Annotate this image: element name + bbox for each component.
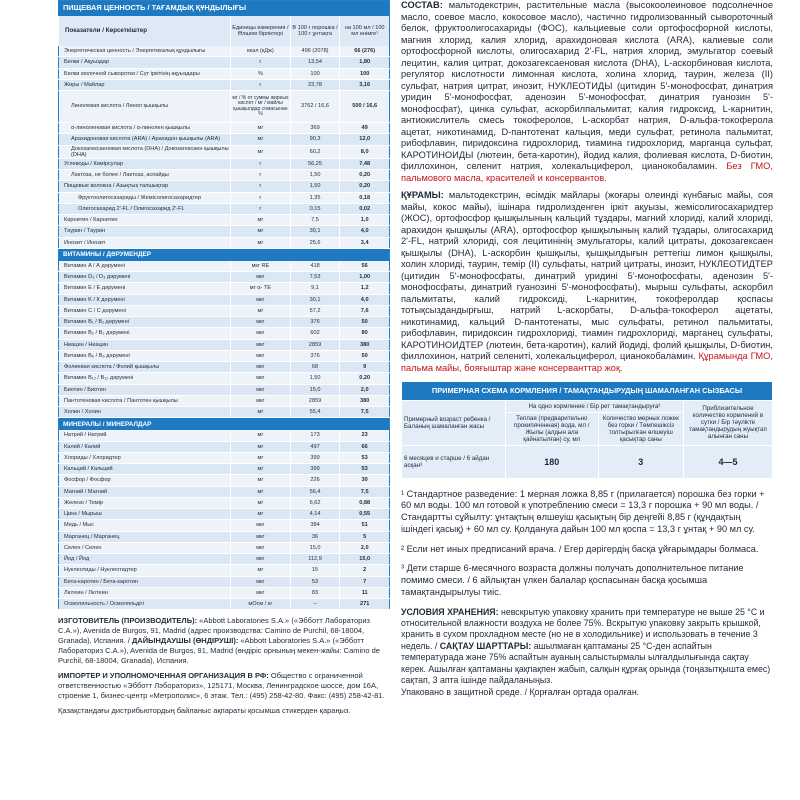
row-value-100ml: 271	[340, 599, 390, 610]
row-value-100ml: 2	[340, 565, 390, 576]
row-unit: г	[231, 170, 291, 181]
maker-label: ИЗГОТОВИТЕЛЬ (ПРОИЗВОДИТЕЛЬ):	[58, 616, 198, 626]
row-name: Пантотеновая кислота / Пантотен қышқылы	[59, 395, 231, 406]
table-row	[59, 272, 390, 283]
storage-last: Упаковано в защитной среде. / Қорғалған ортада оралған.	[401, 686, 640, 697]
row-unit: мкг	[231, 554, 291, 565]
row-value-100ml: 3,4	[340, 237, 390, 248]
table-row	[59, 384, 390, 395]
storage-kz-label: САҚТАУ ШАРТТАРЫ:	[439, 640, 532, 651]
row-unit: мг	[231, 497, 291, 508]
row-value-100ml: 0,55	[340, 509, 390, 520]
row-unit: мкг	[231, 294, 291, 305]
row-value-100ml: 23	[340, 430, 390, 441]
table-row	[59, 576, 390, 587]
table-row	[59, 350, 390, 361]
row-unit: мкг	[231, 328, 291, 339]
row-name: Витамин B₂ / B₂ дәрумені	[59, 328, 231, 339]
row-value-100ml: 7,48	[340, 158, 390, 169]
row-value-100g: 112,9	[290, 554, 340, 565]
row-unit: мг	[231, 305, 291, 316]
feeding-age: 6 месяцев и старше / 6 айдан асқан³	[402, 445, 506, 478]
right-column	[401, 0, 773, 800]
row-unit: мкг	[231, 395, 291, 406]
storage-block	[401, 607, 773, 698]
table-row	[59, 542, 390, 553]
table-row	[59, 475, 390, 486]
table-row	[59, 181, 390, 192]
row-value-100g: 497	[290, 441, 340, 452]
table-row	[59, 441, 390, 452]
row-value-100g: 3762 / 16,6	[290, 91, 340, 123]
row-name: Витамин K / К дәрумені	[59, 294, 231, 305]
row-name: Йод / Йод	[59, 554, 231, 565]
row-unit: мг	[231, 237, 291, 248]
storage-kz-text: ашылмаған қаптаманы 25 °С-ден аспайтын температурада және 75% аспайтын ауаның салыстырмалы ылғалдылығында сақтау керек. Ашылған қаптаманы қақпақпен жабып, салқын құрғақ орында (тоңазытқышта емес) сақтап, 3 апта ішінде пайдаланыңыз.	[401, 640, 771, 686]
row-value-100g: 226	[290, 475, 340, 486]
feeding-scoops: 3	[598, 445, 683, 478]
row-value-100g: 376	[290, 350, 340, 361]
row-value-100g: 15,0	[290, 542, 340, 553]
row-unit: мг	[231, 134, 291, 145]
row-unit: г	[231, 203, 291, 214]
row-name: Ниацин / Ниацин	[59, 339, 231, 350]
row-value-100ml: 0,02	[340, 203, 390, 214]
row-name: Фолиевая кислота / Фолий қышқылы	[59, 362, 231, 373]
maker-kz-label: ДАЙЫНДАУШЫ (ӨНДІРУШІ):	[131, 636, 239, 646]
row-value-100ml: 100	[340, 68, 390, 79]
row-name: Докозагексаеновая кислота (DHA) / Докозагексаен қышқылы (DHA)	[59, 145, 231, 158]
table-row	[59, 79, 390, 90]
row-name: Фосфор / Фосфор	[59, 475, 231, 486]
row-value-100g: 399	[290, 452, 340, 463]
row-name: Бета-каротин / Бета-каротин	[59, 576, 231, 587]
row-name: Магний / Магний	[59, 486, 231, 497]
row-name: Витамин B₁ / B₁ дәрумені	[59, 317, 231, 328]
composition-ru-text: мальтодекстрин, растительные масла (высокоолеиновое подсолнечное масло, соевое масло, кокосовое масло), частично гидролизованный сывороточный белок, фруктоолигосахариды (ФОС), кальциевые соли ортофосфорной кислоты, магния хлорид, калия хлорид, арахидоновая кислота (ARA), калиевые соли ортофосфорной кислоты, олигосахарид 2'-FL, натрия хлорид, эмульгатор соевый лецитин, калия цитрат, докозагексаеновая кислота (DHA), L-аскорбиновая кислота, регулятор кислотности лимонная кислота, холина хлорид, таурин, железа (II) сульфат, натрия цитрат, инозит, НУКЛЕОТИДЫ (цитидин 5'-монофосфат, динатрия уридин 5'-монофосфат, аденозин 5'-монофосфат, динатрия гуанозин 5'-монофосфат), цинка сульфат, аскорбилпальмитат, калия гидроксид, L-карнитин, антиокислитель смесь токоферолов, L-аскорбат натрия, D-альфа-токоферола ацетат, никотинамид, D-пантотенат кальция, меди сульфат, ретинола пальмитат, рибофлавин, пиридоксина гидрохлорид, тиамина гидрохлорид, марганца сульфат, КАРОТИНОИДЫ (лютеин, бета-каротин), йодид калия, фолиевая кислота, D-биотин, филлохинон, селенит натрия, холекальциферол, цианокобаламин.	[401, 0, 773, 172]
row-name: Марганец / Марганец	[59, 531, 231, 542]
manufacturer-block	[58, 616, 390, 716]
row-value-100g: 399	[290, 464, 340, 475]
table-row	[59, 305, 390, 316]
table-row	[59, 68, 390, 79]
table-row	[59, 362, 390, 373]
row-name: Олигосахарид 2'-FL / Олигосахарид 2'-FL	[59, 203, 231, 214]
row-value-100ml: 4,0	[340, 226, 390, 237]
row-value-100g: 7,5	[290, 215, 340, 226]
header-per100ml: на 100 мл / 100 мл өнімге¹	[340, 16, 390, 46]
row-value-100ml: 1,00	[340, 272, 390, 283]
row-value-100ml: 0,20	[340, 373, 390, 384]
row-value-100ml: 15,0	[340, 554, 390, 565]
header-per100g: В 100 г порошка / 100 г ұнтақта	[290, 16, 340, 46]
row-unit: мкг	[231, 317, 291, 328]
maker-text: «Abbott Laboratories S.A.» («Эбботт Лабораториз С.А.»), Avenida de Burgos, 91, Madrid (адрес производства: Camino de Purchil, 68-18004, Granada), Испания. /	[58, 616, 370, 646]
row-value-100g: 1,50	[290, 181, 340, 192]
row-value-100g: 36	[290, 531, 340, 542]
table-row	[59, 599, 390, 610]
row-name: Цинк / Мырыш	[59, 509, 231, 520]
table-row	[59, 373, 390, 384]
table-row	[59, 531, 390, 542]
table-row	[59, 464, 390, 475]
row-value-100ml: 30	[340, 475, 390, 486]
table-row	[59, 395, 390, 406]
row-value-100ml: 7	[340, 576, 390, 587]
row-value-100g: 1,50	[290, 170, 340, 181]
importer-text: Общество с ограниченной ответственностью «Эбботт Лэбораториз», 125171, Москва, Ленинградское шоссе, дом 16А, строение 1, бизнес-центр «Метрополис», 6 этаж. Тел.: (495) 258-42-80. Факс: (495) 258-42-81.	[58, 671, 385, 701]
table-row	[59, 339, 390, 350]
row-name: Жиры / Майлар	[59, 79, 231, 90]
row-unit: мг α- TE	[231, 283, 291, 294]
row-value-100g: 13,54	[290, 57, 340, 68]
row-unit: г	[231, 192, 291, 203]
row-name: Лактоза, не более / Лактоза, аспайды	[59, 170, 231, 181]
row-name: Нуклеотиды / Нуклеотидтер	[59, 565, 231, 576]
row-unit: г	[231, 158, 291, 169]
row-value-100ml: 0,20	[340, 181, 390, 192]
row-value-100g: 2859	[290, 339, 340, 350]
row-value-100ml: 500 / 16,6	[340, 91, 390, 123]
table-row	[59, 509, 390, 520]
row-value-100ml: 7,6	[340, 305, 390, 316]
row-name: Белки молочной сыворотки / Сүт іркітінің ақуыздары	[59, 68, 231, 79]
row-name: Селен / Селен	[59, 542, 231, 553]
row-value-100ml: 1,80	[340, 57, 390, 68]
row-value-100g: 68	[290, 362, 340, 373]
table-row	[59, 407, 390, 418]
row-unit: мг	[231, 509, 291, 520]
nutrition-table	[58, 0, 390, 610]
row-value-100g: 83	[290, 587, 340, 598]
row-value-100ml: 380	[340, 395, 390, 406]
feeding-water: 180	[505, 445, 598, 478]
minerals-section-title: МИНЕРАЛЫ / МИНЕРАЛДАР	[59, 418, 390, 431]
row-value-100g: 0,15	[290, 203, 340, 214]
row-value-100g: 90,3	[290, 134, 340, 145]
nutrition-title: ПИЩЕВАЯ ЦЕННОСТЬ / ТАҒАМДЫҚ ҚҰНДЫЛЫҒЫ	[59, 1, 390, 17]
row-unit: мг	[231, 475, 291, 486]
row-value-100ml: 66	[340, 441, 390, 452]
row-value-100g: 173	[290, 430, 340, 441]
row-name: Натрий / Натрий	[59, 430, 231, 441]
row-name: Витамин B₁₂ / B₁₂ дәрумені	[59, 373, 231, 384]
row-name: Медь / Мыс	[59, 520, 231, 531]
feeding-perday-header: Приблизительное количество кормлений в сутки / Бір тәулікте тамақтандырудың жуықтап алынған саны	[683, 400, 772, 445]
row-value-100ml: 2,0	[340, 384, 390, 395]
row-name: Хлориды / Хлоридтер	[59, 452, 231, 463]
row-unit: мг / % от суммы жирных кислот / мг / майлы қышқылдар сомасынан %	[231, 91, 291, 123]
row-value-100g: 56,4	[290, 486, 340, 497]
row-unit: мг	[231, 407, 291, 418]
feeding-water-header: Теплая (предварительно прокипяченная) вода, мл / Жылы (алдын ала қайнатылған) су, мл	[505, 412, 598, 445]
row-name: Инозит / Инозит	[59, 237, 231, 248]
maker-kz-text: «Abbott Laboratories S.A.» («Эбботт Лабораториз С.А.»), Avenida de Burgos, 91, Madrid (өндіріс орнының мекен-жайы: Camino de Purchil, 68-18004, Granada), Испания.	[58, 636, 380, 666]
table-row	[59, 520, 390, 531]
row-value-100ml: 1,0	[340, 215, 390, 226]
row-name: Биотин / Биотин	[59, 384, 231, 395]
row-value-100g: 418	[290, 261, 340, 272]
row-value-100g: 6,62	[290, 497, 340, 508]
row-value-100ml: 66 (276)	[340, 46, 390, 57]
row-unit: мг	[231, 226, 291, 237]
row-unit: мг	[231, 441, 291, 452]
header-name: Показатели / Көрсеткіштер	[59, 16, 231, 46]
row-value-100g: 60,2	[290, 145, 340, 158]
row-value-100g: 496 (2078)	[290, 46, 340, 57]
row-unit: мкг RE	[231, 261, 291, 272]
composition-block	[401, 0, 773, 375]
row-value-100g: 56,25	[290, 158, 340, 169]
row-name: Витамин B₆ / B₆ дәрумені	[59, 350, 231, 361]
row-value-100ml: 11	[340, 587, 390, 598]
row-value-100g: 30,1	[290, 294, 340, 305]
header-unit: Единицы измерения / Өлшем бірліктері	[231, 16, 291, 46]
row-unit: мкг	[231, 520, 291, 531]
row-name: Таурин / Таурин	[59, 226, 231, 237]
table-row	[59, 317, 390, 328]
row-unit: мкг	[231, 576, 291, 587]
row-name: Витамин C / С дәрумені	[59, 305, 231, 316]
row-value-100g: 4,14	[290, 509, 340, 520]
footnotes	[401, 489, 773, 599]
row-value-100ml: 0,18	[340, 192, 390, 203]
table-row	[59, 215, 390, 226]
table-row	[59, 294, 390, 305]
row-unit: мг	[231, 464, 291, 475]
row-unit: мОсм / кг	[231, 599, 291, 610]
table-row	[59, 430, 390, 441]
row-unit: мг	[231, 486, 291, 497]
storage-ru-text: невскрытую упаковку хранить при температуре не выше 25 °С и относительной влажности воздуха не более 75%. Вскрытую упаковку закрыть крышкой, хранить в сухом прохладном месте (но не в холодильнике) и использовать в течение 3 недель. /	[401, 606, 765, 651]
table-row	[59, 226, 390, 237]
row-value-100ml: 7,5	[340, 486, 390, 497]
table-row	[59, 587, 390, 598]
feeding-one-header: На одно кормление / Бір рет тамақтандыруға²	[505, 400, 683, 412]
vitamins-section-title: ВИТАМИНЫ / ДӘРУМЕНДЕР	[59, 248, 390, 261]
row-name: Белки / Ақуыздар	[59, 57, 231, 68]
row-name: Арахидоновая кислота (ARA) / Арахидон қышқылы (ARA)	[59, 134, 231, 145]
row-value-100g: 9,1	[290, 283, 340, 294]
feeding-table	[401, 381, 773, 479]
footnote-2: ² Если нет иных предписаний врача. / Егер дәрігердің басқа ұйғарымдары болмаса.	[401, 543, 759, 554]
row-value-100ml: 49	[340, 123, 390, 134]
row-value-100ml: 0,20	[340, 170, 390, 181]
row-unit: мг	[231, 452, 291, 463]
table-row	[59, 486, 390, 497]
feeding-age-header: Примерный возраст ребенка / Баланың шамаланған жасы	[402, 400, 506, 445]
row-unit: мкг	[231, 272, 291, 283]
kz-distributor-note: Қазақстандағы дистрибьютордың байланыс ақпараты қосымша стикерден қараңыз.	[58, 706, 351, 716]
table-row	[59, 57, 390, 68]
table-row	[59, 261, 390, 272]
row-value-100ml: 50	[340, 317, 390, 328]
table-row	[59, 170, 390, 181]
row-unit: мкг	[231, 542, 291, 553]
row-name: Витамин D₃ / D₃ дәрумені	[59, 272, 231, 283]
table-row	[59, 203, 390, 214]
row-value-100ml: 53	[340, 452, 390, 463]
composition-kz-label: ҚҰРАМЫ:	[401, 190, 444, 201]
row-value-100ml: 7,5	[340, 407, 390, 418]
table-row	[59, 328, 390, 339]
row-value-100ml: 9	[340, 362, 390, 373]
row-unit: мг	[231, 145, 291, 158]
table-row	[59, 46, 390, 57]
row-value-100ml: 380	[340, 339, 390, 350]
table-row	[59, 237, 390, 248]
table-row	[59, 123, 390, 134]
row-value-100g: 53	[290, 576, 340, 587]
row-name: Кальций / Кальций	[59, 464, 231, 475]
row-value-100g: 1,35	[290, 192, 340, 203]
composition-kz-text: мальтодекстрин, өсімдік майлары (жоғары олеинді күнбағыс майы, соя майы, кокос майы), ішінара гидролизденген іркіт ақуызы, жемісолигосахаридтер (ЖОС), ортофосфор қышқылының кальций тұздары, магний хлориді, калий хлориді, арахидон қышқылы (ARA), ортофосфор қышқылының калий тұздары, олигосахарид 2'-FL, натрий хлориді, соя лецитинінің эмульгаторы, калий цитраты, докозагексаен қышқылы (DHA), L-аскорбин қышқылы, қышқылдығын реттегіш лимон қышқылы, холин хлориді, таурин, темір (II) сульфаты, натрий цитраты, инозит, НУКЛЕОТИДТЕР (цитидин 5'-монофосфаты, динатрий уридинi 5'-монофосфаты, аденозин 5'-монофосфаты, динатрий гуанозині 5'-монофосфаты), мырыш сульфаты, аскорбил пальмитаты, калий гидроксиді, L-карнитин, токоферолдар қоспасы тотықсыздандырғыш, натрий L-аскорбаты, D-альфа-токоферол ацетаты, никотинамид, кальций D-пантотенаты, мыс сульфаты, ретинол пальмитаты, рибофлавин, пиридоксин гидрохлориді, тиамин гидрохлориді, марганец сульфаты, КАРОТИНОИДТЕР (лютеин, бета-каротин), калий йодиді, фолий қышқылы, D-биотин, филлохинон, натрий селениті, холекальциферол, цианокобаламин.	[401, 190, 773, 362]
row-unit: мкг	[231, 384, 291, 395]
row-value-100g: 15,0	[290, 384, 340, 395]
feeding-perday: 4—5	[683, 445, 772, 478]
row-unit: мкг	[231, 373, 291, 384]
row-value-100g: 384	[290, 520, 340, 531]
row-value-100g: 100	[290, 68, 340, 79]
row-unit: мкг	[231, 339, 291, 350]
composition-ru-red: Без ГМО, пальмового масла, красителей и консервантов.	[401, 161, 773, 183]
row-value-100ml: 12,0	[340, 134, 390, 145]
row-unit: мг	[231, 215, 291, 226]
row-unit: мкг	[231, 587, 291, 598]
row-value-100ml: 2,0	[340, 542, 390, 553]
row-value-100g: 25,6	[290, 237, 340, 248]
row-value-100g: 55,4	[290, 407, 340, 418]
row-unit: г	[231, 79, 291, 90]
row-value-100g: 15	[290, 565, 340, 576]
row-value-100g: 2859	[290, 395, 340, 406]
row-value-100ml: 0,88	[340, 497, 390, 508]
row-value-100g: 7,53	[290, 272, 340, 283]
row-name: α-линоленовая кислота / α-линолен қышқылы	[59, 123, 231, 134]
row-name: Углеводы / Көмірсулар	[59, 158, 231, 169]
row-name: Осмоляльность / Осмоляльдігі	[59, 599, 231, 610]
composition-ru-label: СОСТАВ:	[401, 0, 443, 10]
row-value-100g: 30,1	[290, 226, 340, 237]
row-value-100g: 57,2	[290, 305, 340, 316]
row-unit: %	[231, 68, 291, 79]
row-value-100g: 1,50	[290, 373, 340, 384]
table-row	[59, 497, 390, 508]
row-unit: мг	[231, 430, 291, 441]
row-value-100ml: 53	[340, 464, 390, 475]
table-row	[59, 192, 390, 203]
row-unit: мг	[231, 123, 291, 134]
row-name: Витамин A / А дәрумені	[59, 261, 231, 272]
left-column	[58, 0, 390, 800]
row-name: Лютеин / Лютеин	[59, 587, 231, 598]
table-row	[59, 565, 390, 576]
row-unit: г	[231, 57, 291, 68]
row-value-100g: 376	[290, 317, 340, 328]
row-value-100ml: 3,16	[340, 79, 390, 90]
table-row	[59, 145, 390, 158]
row-value-100ml: 8,0	[340, 145, 390, 158]
feeding-scoops-header: Количество мерных ложек без горки / Төмпешіксіз толтырылған өлшеуіш қасықтар саны	[598, 412, 683, 445]
footnote-3: ³ Дети старше 6-месячного возраста должны получать дополнительное питание помимо смеси. / 6 айлықтан үлкен балалар қоспасынан басқа қосымша тамақтандырылуы тиіс.	[401, 563, 744, 597]
table-row	[59, 134, 390, 145]
row-name: Калий / Калий	[59, 441, 231, 452]
table-row	[59, 554, 390, 565]
row-unit: мкг	[231, 362, 291, 373]
feeding-title: ПРИМЕРНАЯ СХЕМА КОРМЛЕНИЯ / ТАМАҚТАНДЫРУДЫҢ ШАМАЛАНҒАН СЫЗБАСЫ	[402, 381, 773, 400]
importer-label: ИМПОРТЕР И УПОЛНОМОЧЕННАЯ ОРГАНИЗАЦИЯ В РФ:	[58, 671, 269, 681]
row-name: Пищевые волокна / Азықтық талшықтар	[59, 181, 231, 192]
row-value-100ml: 51	[340, 520, 390, 531]
row-name: Фруктоолигосахариды / Жемісолигосахаридтер	[59, 192, 231, 203]
table-row	[59, 283, 390, 294]
row-unit: ккал (кДж)	[231, 46, 291, 57]
row-unit: мг	[231, 565, 291, 576]
table-row	[59, 158, 390, 169]
row-value-100g: 602	[290, 328, 340, 339]
row-value-100ml: 56	[340, 261, 390, 272]
row-name: Карнитин / Карнитин	[59, 215, 231, 226]
row-unit: мкг	[231, 531, 291, 542]
row-value-100g: 23,78	[290, 79, 340, 90]
nutrition-header-row	[59, 16, 390, 46]
row-name: Холин / Холин	[59, 407, 231, 418]
composition-kz-red: Құрамында ГМО, пальма майы, бояғыштар және консерванттар жоқ.	[401, 351, 773, 373]
row-value-100ml: 4,0	[340, 294, 390, 305]
row-value-100ml: 50	[340, 350, 390, 361]
row-name: Линолевая кислота / Линол қышқылы	[59, 91, 231, 123]
row-value-100ml: 5	[340, 531, 390, 542]
row-value-100ml: 1,2	[340, 283, 390, 294]
table-row	[59, 452, 390, 463]
row-name: Витамин E / Е дәрумені	[59, 283, 231, 294]
row-value-100g: –	[290, 599, 340, 610]
footnote-1: ¹ Стандартное разведение: 1 мерная ложка 8,85 г (прилагается) порошка без горки + 60 мл воды. 100 мл готовой к употреблению смеси = 13,3 г порошка + 90 мл воды. / Стандартты сұйылту: ұнтақтың өлшеуіш қасықтың бір деңгейі 8,85 г (құндақтың ішіндегі қасық) + 60 мл су. Қолдануға дайын 100 мл қоспа = 13,3 г ұнтақ + 90 мл су.	[401, 488, 765, 534]
row-unit: мкг	[231, 350, 291, 361]
row-name: Энергетическая ценность / Энергетикалық құндылығы	[59, 46, 231, 57]
storage-ru-label: УСЛОВИЯ ХРАНЕНИЯ:	[401, 606, 499, 617]
row-name: Железо / Темір	[59, 497, 231, 508]
row-unit: г	[231, 181, 291, 192]
row-value-100g: 369	[290, 123, 340, 134]
table-row	[59, 91, 390, 123]
row-value-100ml: 80	[340, 328, 390, 339]
